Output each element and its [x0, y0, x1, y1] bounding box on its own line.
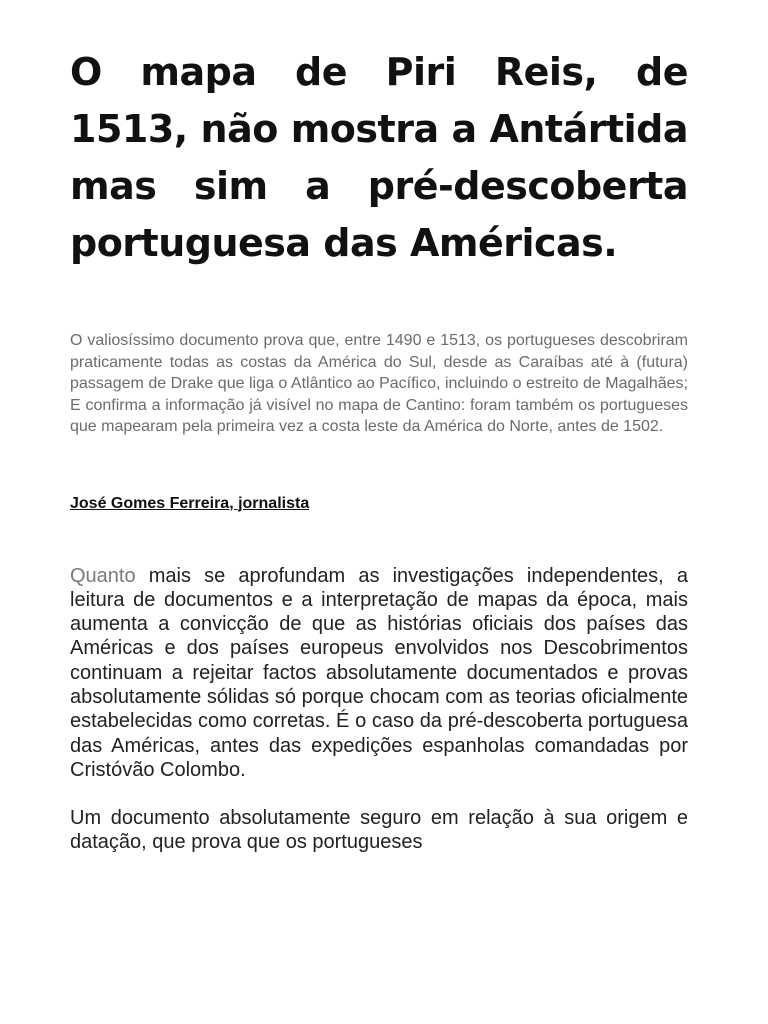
author-byline: José Gomes Ferreira, jornalista — [70, 494, 310, 512]
article-lead: O valiosíssimo documento prova que, entre 1490 e 1513, os portugueses descobriram praticamente todas as costas da América do Sul, desde as Caraíbas até à (futura) passagem de Drake que liga o Atlântico ao Pacífico, incluindo o estreito de Magalhães; E confirma a informação já visível no mapa de Cantino: foram também os portugueses que mapearam pela primeira vez a costa leste da América do Norte, antes de 1502. — [70, 332, 688, 435]
body-paragraph: Um documento absolutamente seguro em relação à sua origem e datação, que prova que os portugueses — [70, 807, 688, 854]
paragraph-first-word: Quanto — [70, 564, 136, 587]
article-title: O mapa de Piri Reis, de 1513, não mostra a Antártida mas sim a pré-descoberta portuguesa das Américas. — [70, 50, 688, 265]
body-paragraph — [70, 564, 688, 783]
document-page — [70, 44, 688, 855]
paragraph-text: mais se aprofundam as investigações independentes, a leitura de documentos e a interpretação de mapas da época, mais aumenta a convicção de que as histórias oficiais dos países das Américas e dos países europeus envolvidos nos Descobrimentos continuam a rejeitar factos absolutamente documentados e provas absolutamente sólidas só porque chocam com as teorias oficialmente estabelecidas como corretas. É o caso da pré-descoberta portuguesa das Américas, antes das expedições espanholas comandadas por Cristóvão Colombo. — [70, 564, 688, 781]
